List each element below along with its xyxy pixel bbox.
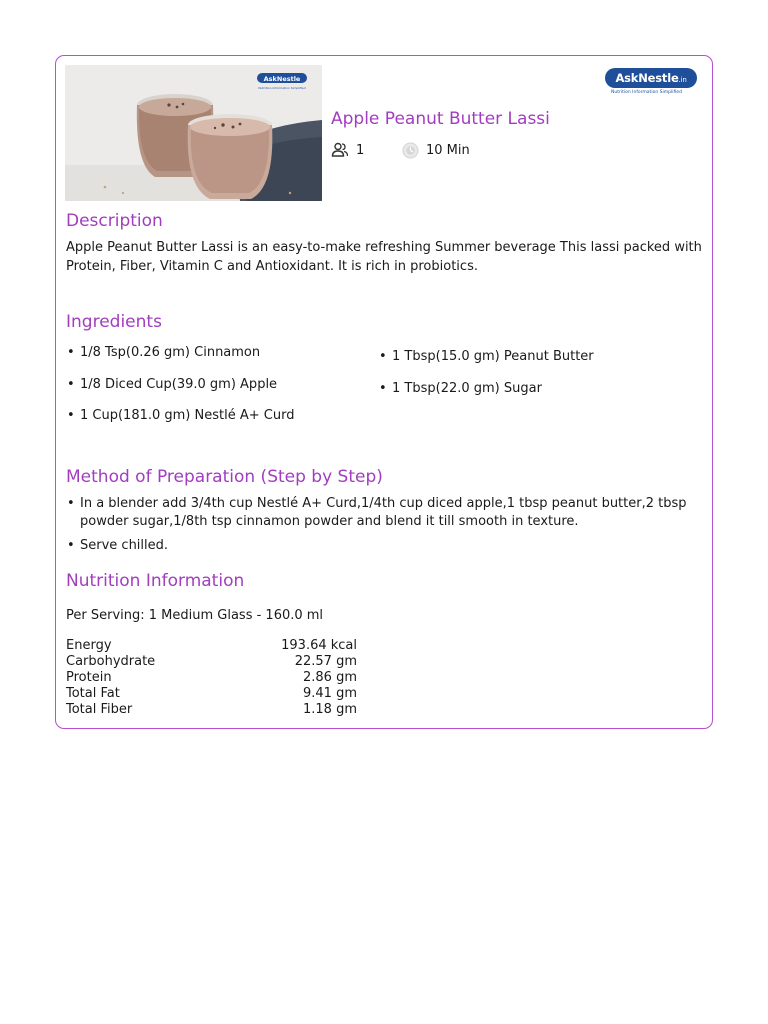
brand-logo: [605, 68, 699, 98]
brand-tagline: Nutrition Information Simplified: [611, 90, 682, 95]
nutrient-value: 193.64 kcal: [281, 638, 357, 653]
nutrient-label: Total Fat: [66, 686, 120, 701]
ingredient-item: • 1/8 Diced Cup(39.0 gm) Apple: [66, 377, 294, 409]
nutrient-value: 22.57 gm: [294, 654, 357, 669]
nutrition-heading: Nutrition Information: [66, 571, 245, 591]
recipe-photo: [65, 65, 322, 201]
step-item: • In a blender add 3/4th cup Nestlé A+ Curd,1/4th cup diced apple,1 tbsp peanut butter,2 tbsp powder sugar,1/8th tsp cinnamon powder and blend it till smooth in texture.: [66, 495, 702, 531]
servings-info: [331, 142, 364, 158]
table-row: [66, 702, 357, 718]
servings-count: 1: [356, 142, 365, 158]
recipe-title: Apple Peanut Butter Lassi: [331, 109, 550, 129]
image-logo-tagline: Nutrition Information Simplified: [258, 86, 306, 90]
brand-name: AskNestle: [615, 71, 679, 85]
nutrient-value: 2.86 gm: [303, 670, 357, 685]
users-icon: [331, 142, 349, 158]
ingredient-item: • 1 Tbsp(15.0 gm) Peanut Butter: [378, 349, 594, 381]
description-heading: Description: [66, 211, 163, 231]
ingredients-heading: Ingredients: [66, 312, 162, 332]
step-item: • Serve chilled.: [66, 537, 702, 555]
description-text: Apple Peanut Butter Lassi is an easy-to-make refreshing Summer beverage This lassi packed with Protein, Fiber, Vitamin C and Antioxidant. It is rich in probiotics.: [66, 240, 702, 274]
nutrient-label: Energy: [66, 638, 112, 653]
method-heading: Method of Preparation (Step by Step): [66, 467, 383, 487]
ingredient-item: • 1 Tbsp(22.0 gm) Sugar: [378, 381, 594, 413]
method-steps: [66, 495, 702, 561]
table-row: [66, 686, 357, 702]
nutrient-value: 1.18 gm: [303, 702, 357, 717]
ingredients-list-left: [66, 345, 294, 440]
table-row: [66, 638, 357, 654]
ingredients-list-right: [378, 349, 594, 412]
brand-logo-pill: [605, 68, 697, 88]
time-info: [402, 142, 470, 159]
nutrient-label: Carbohydrate: [66, 654, 156, 669]
clock-icon: [402, 142, 419, 159]
table-row: [66, 670, 357, 686]
per-serving-text: Per Serving: 1 Medium Glass - 160.0 ml: [66, 608, 324, 623]
prep-time: 10 Min: [426, 143, 470, 158]
nutrient-value: 9.41 gm: [303, 686, 357, 701]
table-row: [66, 654, 357, 670]
nutrient-label: Protein: [66, 670, 112, 685]
recipe-card: [55, 55, 713, 729]
image-logo-text: AskNestle: [263, 74, 301, 83]
brand-suffix: .in: [678, 76, 687, 84]
ingredient-item: • 1/8 Tsp(0.26 gm) Cinnamon: [66, 345, 294, 377]
nutrient-label: Total Fiber: [66, 702, 133, 717]
ingredient-item: • 1 Cup(181.0 gm) Nestlé A+ Curd: [66, 408, 294, 440]
nutrition-table: [66, 638, 357, 718]
